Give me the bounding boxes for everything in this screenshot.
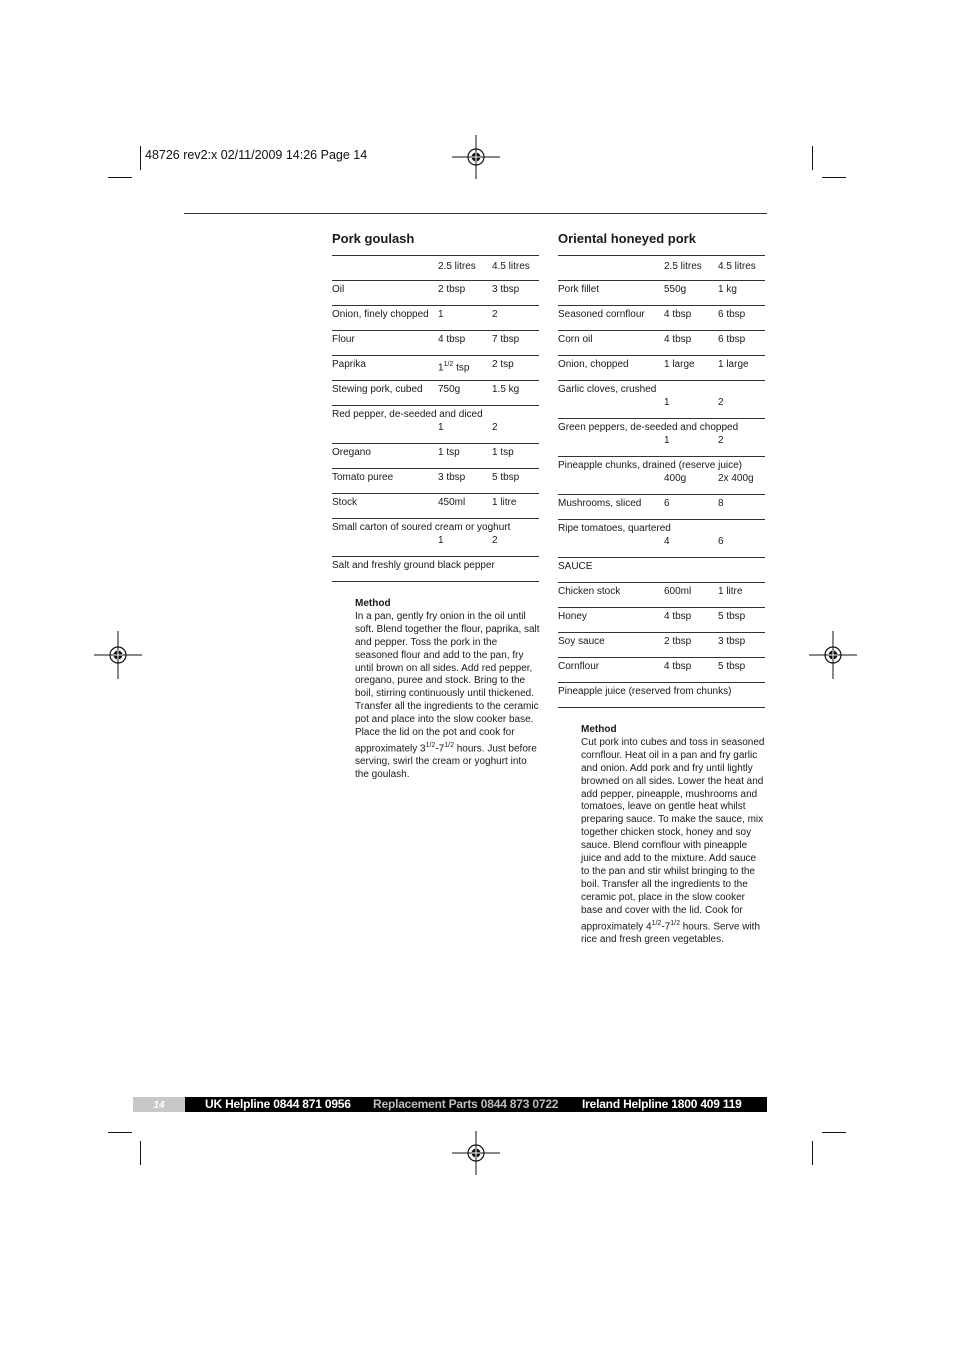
recipe-title: Oriental honeyed pork <box>558 231 696 246</box>
ingredient-name: Paprika <box>332 356 438 381</box>
table-row <box>558 457 765 495</box>
ingredient-qty-small: 750g <box>438 381 492 406</box>
printer-slug: 48726 rev2:x 02/11/2009 14:26 Page 14 <box>145 148 368 162</box>
ingredient-qty-small: 450ml <box>438 494 492 519</box>
recipe-title: Pork goulash <box>332 231 415 246</box>
table-row <box>558 281 765 306</box>
ingredient-qty-large: 6 tbsp <box>718 331 765 356</box>
table-row <box>558 520 765 558</box>
ingredient-name: Garlic cloves, crushed <box>558 384 657 395</box>
recipe-pork-goulash <box>332 230 539 782</box>
ingredient-qty-small: 4 tbsp <box>664 331 718 356</box>
replacement-parts: Replacement Parts 0844 873 0722 <box>373 1097 559 1111</box>
ingredient-qty-small: 4 <box>664 536 670 547</box>
ingredient-name: Oil <box>332 281 438 306</box>
method-section <box>355 598 541 782</box>
size-small: 2.5 litres <box>438 256 492 281</box>
ingredient-qty-large: 3 tbsp <box>718 633 765 658</box>
table-row <box>558 658 765 683</box>
ireland-helpline: Ireland Helpline 1800 409 119 <box>582 1097 742 1111</box>
ingredient-name: Red pepper, de-seeded and diced <box>332 409 483 420</box>
size-header-row <box>332 256 539 281</box>
ingredient-name: Flour <box>332 331 438 356</box>
ingredient-qty-small: 1 large <box>664 356 718 381</box>
ingredient-qty-small: 3 tbsp <box>438 469 492 494</box>
ingredient-qty-small: 400g <box>664 473 687 484</box>
ingredient-qty-large: 3 tbsp <box>492 281 539 306</box>
ingredient-qty-large: 2 <box>492 535 498 546</box>
ingredient-name: Honey <box>558 608 664 633</box>
ingredient-qty-large: 6 <box>718 536 724 547</box>
ingredients-table <box>558 255 765 708</box>
ingredient-name: Stewing pork, cubed <box>332 381 438 406</box>
ingredient-qty-large: 7 tbsp <box>492 331 539 356</box>
ingredient-qty-small: 1 <box>438 535 444 546</box>
ingredient-name: Cornflour <box>558 658 664 683</box>
table-row <box>558 381 765 419</box>
table-row <box>558 608 765 633</box>
table-row <box>558 419 765 457</box>
helpline-footer <box>133 1097 767 1112</box>
table-row <box>332 331 539 356</box>
ingredient-qty-small: 1 <box>664 397 670 408</box>
ingredient-name: Onion, finely chopped <box>332 306 438 331</box>
ingredient-qty-large: 2x 400g <box>718 473 754 484</box>
table-row <box>332 381 539 406</box>
ingredient-name: Stock <box>332 494 438 519</box>
table-row <box>332 306 539 331</box>
method-text: In a pan, gently fry onion in the oil until soft. Blend together the flour, paprika, salt and pepper. Toss the pork in the seasoned flour and add to the pan, fry until brown on all sides. Add red pepper, oregano, puree and stock. Bring to the boil, stirring continuously until thickened. Transfer all the ingredients to the ceramic pot and place into the slow cooker base. Place the lid on the pot and cook for approximately $3^{1/2}-7^{1/2}$ hours. Just before serving, swirl the cream or yoghurt into the goulash. <box>355 610 540 781</box>
ingredient-qty-small: 4 tbsp <box>438 331 492 356</box>
ingredient-qty-large: 6 tbsp <box>718 306 765 331</box>
ingredient-qty-large: 2 tsp <box>492 356 539 381</box>
ingredient-qty-large: 2 <box>718 397 724 408</box>
ingredient-name: Chicken stock <box>558 583 664 608</box>
ingredient-qty-large: 2 <box>492 306 539 331</box>
ingredient-qty-small: 1 <box>438 422 444 433</box>
ingredient-qty-large: 8 <box>718 495 765 520</box>
table-row <box>558 633 765 658</box>
ingredient-qty-small: 4 tbsp <box>664 306 718 331</box>
ingredient-name: Pineapple juice (reserved from chunks) <box>558 683 765 708</box>
table-row <box>558 558 765 583</box>
ingredient-qty-small: 2 tbsp <box>664 633 718 658</box>
table-row <box>558 306 765 331</box>
ingredients-table <box>332 255 539 582</box>
table-row <box>332 469 539 494</box>
size-large: 4.5 litres <box>718 256 765 281</box>
ingredient-name: Pork fillet <box>558 281 664 306</box>
ingredient-qty-large: 1 litre <box>492 494 539 519</box>
crop-mark <box>822 1132 846 1133</box>
ingredient-qty-small: 2 tbsp <box>438 281 492 306</box>
table-row <box>332 519 539 557</box>
registration-mark-icon <box>452 133 500 181</box>
ingredient-name: Green peppers, de-seeded and chopped <box>558 422 739 433</box>
method-heading: Method <box>355 598 391 609</box>
ingredient-qty-large: 5 tbsp <box>492 469 539 494</box>
table-row <box>558 683 765 708</box>
registration-mark-icon <box>94 631 142 679</box>
crop-mark <box>822 177 846 178</box>
ingredient-qty-small: 550g <box>664 281 718 306</box>
crop-mark <box>140 1141 141 1165</box>
ingredient-qty-small: 600ml <box>664 583 718 608</box>
ingredient-qty-small: 4 tbsp <box>664 658 718 683</box>
ingredient-qty-large: 1 kg <box>718 281 765 306</box>
table-row <box>332 444 539 469</box>
size-header-row <box>558 256 765 281</box>
ingredient-qty-large: 2 <box>718 435 724 446</box>
crop-mark <box>140 146 141 170</box>
page-number: 14 <box>133 1097 185 1112</box>
ingredient-name: Salt and freshly ground black pepper <box>332 557 539 582</box>
ingredient-qty-large: 1 tsp <box>492 444 539 469</box>
ingredient-name: Soy sauce <box>558 633 664 658</box>
ingredient-name: Pineapple chunks, drained (reserve juice) <box>558 460 742 471</box>
crop-mark <box>812 146 813 170</box>
method-heading: Method <box>581 724 617 735</box>
registration-mark-icon <box>809 631 857 679</box>
table-row <box>332 281 539 306</box>
ingredient-qty-large: 1 litre <box>718 583 765 608</box>
crop-mark <box>108 1132 132 1133</box>
method-section <box>581 724 767 947</box>
method-text: Cut pork into cubes and toss in seasoned cornflour. Heat oil in a pan and fry garlic and onion. Add pork and fry until lightly browned on all sides. Lower the heat and add pepper, pineapple, mushrooms and tomatoes, leave on gentle heat whilst preparing sauce. To make the sauce, mix together chicken stock, honey and soy sauce. Blend cornflour with pineapple juice and add to the mixture. Add sauce to the pan and stir whilst bringing to the boil. Transfer all the ingredients to the ceramic pot, place in the slow cooker base and cover with the lid. Cook for approximately $4^{1/2}-7^{1/2}$ hours. Serve with rice and fresh green vegetables. <box>581 736 765 945</box>
ingredient-name: Small carton of soured cream or yoghurt <box>332 522 511 533</box>
crop-mark <box>108 177 132 178</box>
ingredient-name: Seasoned cornflour <box>558 306 664 331</box>
ingredient-qty-large: 5 tbsp <box>718 658 765 683</box>
crop-mark <box>812 1141 813 1165</box>
table-row <box>332 557 539 582</box>
ingredient-qty-small: 4 tbsp <box>664 608 718 633</box>
ingredient-qty-small: 1 <box>438 306 492 331</box>
size-small: 2.5 litres <box>664 256 718 281</box>
table-row <box>558 331 765 356</box>
table-row <box>332 406 539 444</box>
table-row <box>558 583 765 608</box>
table-row <box>558 356 765 381</box>
ingredient-name: Oregano <box>332 444 438 469</box>
table-row <box>558 495 765 520</box>
registration-mark-icon <box>452 1129 500 1177</box>
ingredient-qty-small: 1 tsp <box>438 444 492 469</box>
ingredient-qty-small: 6 <box>664 495 718 520</box>
recipe-oriental-honeyed-pork <box>558 230 765 947</box>
ingredient-qty-large: 5 tbsp <box>718 608 765 633</box>
ingredient-name: Mushrooms, sliced <box>558 495 664 520</box>
ingredient-name: Ripe tomatoes, quartered <box>558 523 671 534</box>
section-label: SAUCE <box>558 558 765 583</box>
ingredient-name: Tomato puree <box>332 469 438 494</box>
ingredient-qty-small: 1 <box>664 435 670 446</box>
table-row <box>332 494 539 519</box>
table-row <box>332 356 539 381</box>
ingredient-qty-large: 2 <box>492 422 498 433</box>
ingredient-qty-small: $1^{1/2}$ tsp <box>438 356 492 381</box>
ingredient-qty-large: 1.5 kg <box>492 381 539 406</box>
ingredient-qty-large: 1 large <box>718 356 765 381</box>
ingredient-name: Onion, chopped <box>558 356 664 381</box>
header-rule <box>184 213 767 214</box>
uk-helpline: UK Helpline 0844 871 0956 <box>205 1097 351 1111</box>
size-large: 4.5 litres <box>492 256 539 281</box>
ingredient-name: Corn oil <box>558 331 664 356</box>
